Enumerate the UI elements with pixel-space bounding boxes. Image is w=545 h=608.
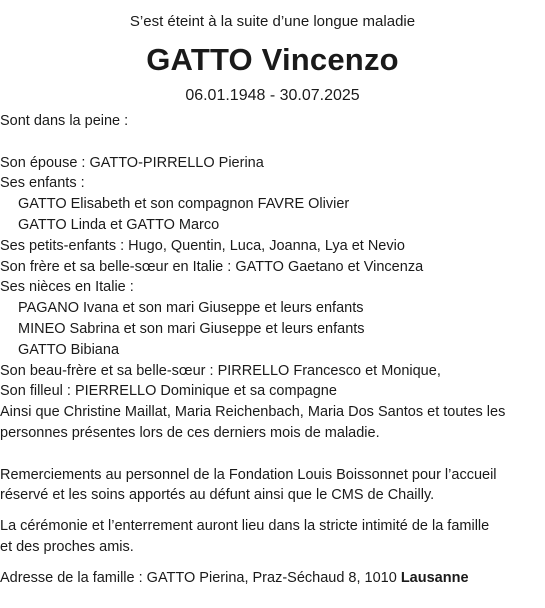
address-prefix: Adresse de la famille : GATTO Pierina, Praz-Séchaud 8, 1010 — [0, 569, 397, 586]
spacer — [0, 558, 545, 568]
address-line — [0, 568, 545, 589]
address-city: Lausanne — [400, 569, 469, 586]
ceremony-line: et des proches amis. — [0, 538, 134, 555]
spacer — [0, 132, 545, 153]
ceremony-line: La cérémonie et l’enterrement auront lieu dans la stricte intimité de la famille — [0, 518, 490, 535]
child-line: GATTO Elisabeth et son compagnon FAVRE Olivier — [18, 196, 350, 213]
mourners-intro: Sont dans la peine : — [0, 113, 129, 129]
children-label: Ses enfants : — [0, 175, 85, 192]
spouse-line: Son épouse : GATTO-PIRRELLO Pierina — [0, 154, 264, 171]
niece-line: GATTO Bibiana — [18, 341, 120, 358]
nieces-label: Ses nièces en Italie : — [0, 279, 134, 296]
child-line: GATTO Linda et GATTO Marco — [18, 216, 220, 233]
notice-intro: S’est éteint à la suite d’une longue maladie — [129, 13, 416, 30]
brother-in-law-line: Son beau-frère et sa belle-sœur : PIRRELLO Francesco et Monique, — [0, 362, 441, 379]
others-line: personnes présentes lors de ces derniers mois de maladie. — [0, 424, 380, 441]
notice-body — [0, 111, 545, 589]
thanks-line: réservé et les soins apportés au défunt ainsi que le CMS de Chailly. — [0, 487, 435, 504]
deceased-name: GATTO Vincenzo — [146, 42, 399, 77]
thanks-line: Remerciements au personnel de la Fondation Louis Boissonnet pour l’accueil — [0, 466, 497, 483]
niece-line: PAGANO Ivana et son mari Giuseppe et leurs enfants — [18, 300, 364, 317]
brother-line: Son frère et sa belle-sœur en Italie : GATTO Gaetano et Vincenza — [0, 258, 424, 275]
grandchildren-line: Ses petits-enfants : Hugo, Quentin, Luca, Joanna, Lya et Nevio — [0, 237, 405, 254]
others-line: Ainsi que Christine Maillat, Maria Reichenbach, Maria Dos Santos et toutes les — [0, 404, 506, 421]
niece-line: MINEO Sabrina et son mari Giuseppe et leurs enfants — [18, 320, 365, 337]
spacer — [0, 444, 545, 465]
godson-line: Son filleul : PIERRELLO Dominique et sa compagne — [0, 383, 337, 400]
spacer — [0, 506, 545, 516]
life-dates: 06.01.1948 - 30.07.2025 — [185, 87, 360, 104]
